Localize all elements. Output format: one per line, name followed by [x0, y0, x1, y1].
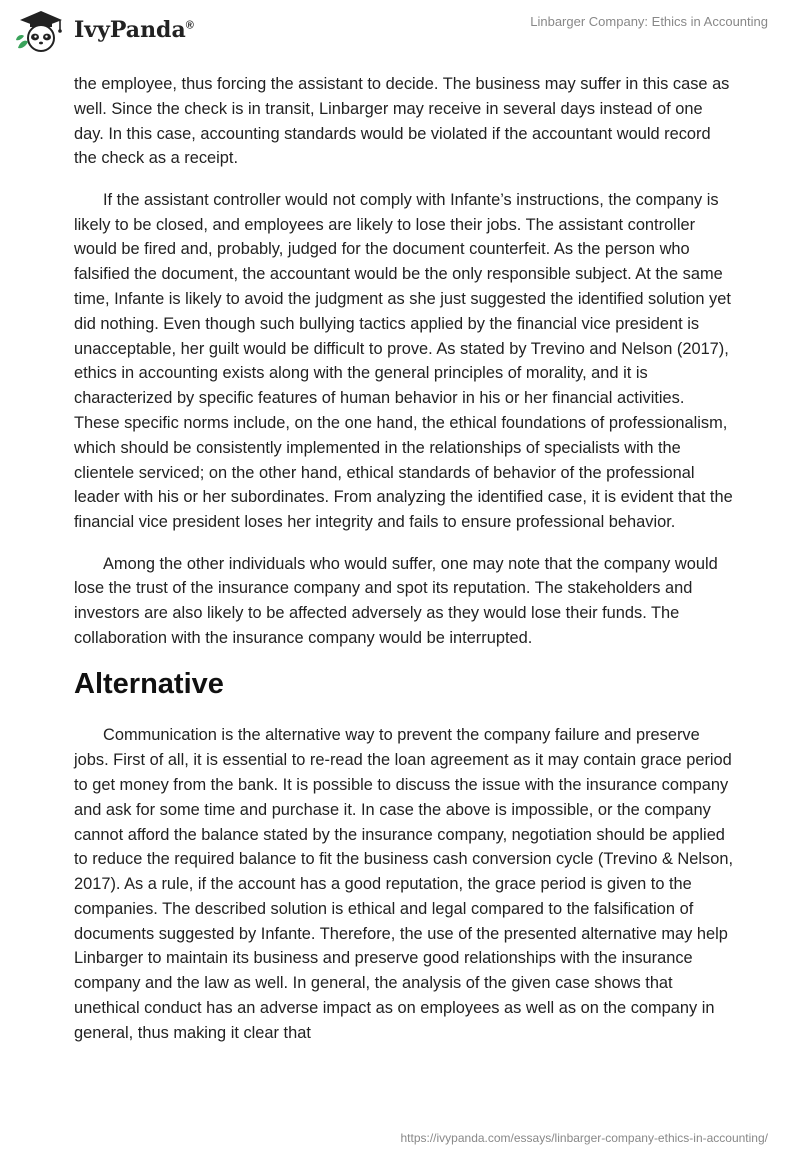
brand-text: IvyPanda	[74, 17, 186, 43]
document-title: Linbarger Company: Ethics in Accounting	[530, 14, 768, 29]
paragraph-consequences: If the assistant controller would not comply with Infante’s instructions, the company is likely to be closed, and employees are likely to lose their jobs. The assistant controller would be fired and, probably, judged for the document counterfeit. As the person who falsified the document, the accountant would be the only responsible subject. At the same time, Infante is likely to avoid the judgment as she just suggested the identified solution yet did nothing. Even though such bullying tactics applied by the financial vice president is unacceptable, her guilt would be difficult to prove. As stated by Trevino and Nelson (2017), ethics in accounting exists along with the general principles of morality, and it is characterized by specific features of human behavior in his or her financial activities. These specific norms include, on the one hand, the ethical foundations of professionalism, which should be consistently implemented in the relationships of specialists with the clientele serviced; on the other hand, ethical standards of behavior of the professional leader with his or her subordinates. From analyzing the identified case, it is evident that the financial vice president loses her integrity and fails to ensure professional behavior.	[74, 190, 733, 532]
ivypanda-logo[interactable]	[14, 8, 204, 54]
paragraph-other-individuals: Among the other individuals who would suffer, one may note that the company would lose the trust of the insurance company and spot its reputation. The stakeholders and investors are also likely to be affected adversely as they would lose their funds. The collaboration with the insurance company would be interrupted.	[74, 554, 718, 647]
brand-name	[74, 17, 194, 43]
source-url[interactable]: https://ivypanda.com/essays/linbarger-company-ethics-in-accounting/	[400, 1131, 768, 1145]
essay-content	[74, 72, 734, 1062]
section-heading-alternative: Alternative	[74, 668, 224, 701]
registered-mark: ®	[185, 19, 194, 32]
paragraph-continuation: the employee, thus forcing the assistant to decide. The business may suffer in this case as well. Since the check is in transit, Linbarger may receive in several days instead of one day. In this case, accounting standards would be violated if the accountant would record the check as a receipt.	[74, 75, 730, 168]
page-header	[0, 0, 800, 60]
paragraph-alternative: Communication is the alternative way to prevent the company failure and preserve jobs. First of all, it is essential to re-read the loan agreement as it may contain grace period to get money from the bank. It is possible to discuss the issue with the insurance company and ask for some time and purchase it. In case the above is impossible, or the company cannot afford the balance stated by the insurance company, negotiation should be applied to reduce the required balance to fit the business cash conversion cycle (Trevino & Nelson, 2017). As a rule, if the account has a good reputation, the grace period is given to the companies. The described solution is ethical and legal compared to the falsification of documents suggested by Infante. Therefore, the use of the presented alternative may help Linbarger to maintain its business and preserve good relationships with the insurance company and the law as well. In general, the analysis of the given case shows that unethical conduct has an adverse impact as on employees as well as on the company in general, thus making it clear that	[74, 726, 734, 1042]
panda-graduation-cap-icon	[14, 8, 68, 54]
